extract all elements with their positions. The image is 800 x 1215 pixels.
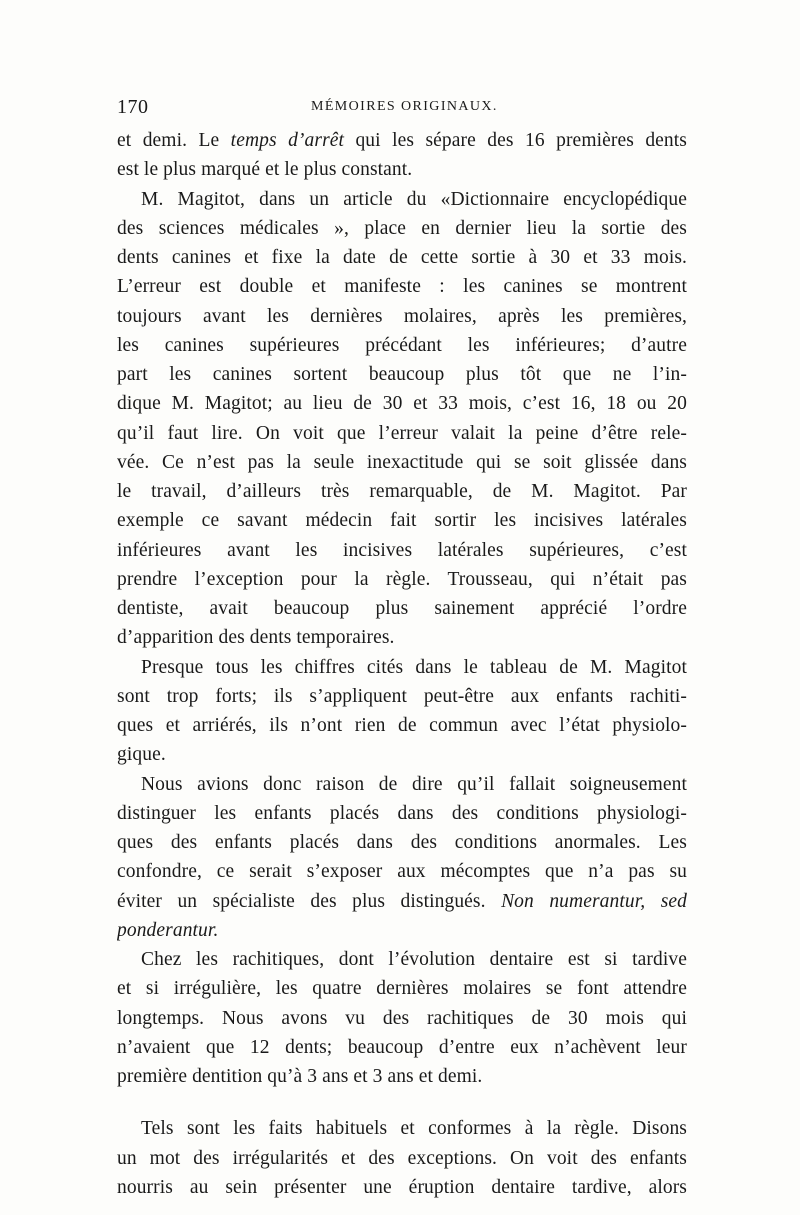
text-line: des sciences médicales », place en dernier lieu la sortie des	[117, 217, 687, 239]
latin-quote: Non numerantur, sed	[501, 890, 687, 912]
text-line: distinguer les enfants placés dans des conditions physiologi-	[117, 802, 687, 824]
text-line: dique M. Magitot; au lieu de 30 et 33 mois, c’est 16, 18 ou 20	[117, 393, 687, 415]
text-line: vée. Ce n’est pas la seule inexactitude qui se soit glissée dans	[117, 451, 687, 473]
page-header	[117, 94, 687, 120]
text-line: ques et arriérés, ils n’ont rien de commun avec l’état physiolo-	[117, 715, 687, 736]
text-line: et si irrégulière, les quatre dernières molaires se font attendre	[117, 978, 687, 1000]
italic-term: temps d’arrêt	[230, 130, 345, 151]
text-line	[117, 916, 687, 945]
text-line: confondre, ce serait s’exposer aux mécomptes que n’a pas su	[117, 861, 687, 883]
text-line	[117, 126, 687, 155]
page-number: 170	[117, 96, 149, 118]
text-line: première dentition qu’à 3 ans et 3 ans et demi.	[117, 1066, 483, 1087]
text-line: Chez les rachitiques, dont l’évolution dentaire est si tardive	[141, 949, 687, 970]
paragraph	[117, 945, 687, 1091]
paragraph	[117, 126, 687, 185]
text-line: Nous avions donc raison de dire qu’il fallait soigneusement	[141, 773, 687, 795]
text-line: Presque tous les chiffres cités dans le tableau de M. Magitot	[141, 656, 687, 678]
section-gap	[117, 1091, 687, 1114]
text-line: Tels sont les faits habituels et conformes à la règle. Disons	[141, 1118, 687, 1140]
text-line: d’apparition des dents temporaires.	[117, 627, 395, 649]
text-line: exemple ce savant médecin fait sortir les incisives latérales	[117, 510, 687, 532]
text-line: un mot des irrégularités et des exceptions. On voit des enfants	[117, 1147, 687, 1169]
latin-quote: ponderantur.	[117, 919, 219, 941]
text-line: inférieures avant les incisives latérales supérieures, c’est	[117, 539, 687, 561]
text-line: nourris au sein présenter une éruption dentaire tardive, alors	[117, 1176, 687, 1198]
text-line: part les canines sortent beaucoup plus tôt que ne l’in-	[117, 364, 687, 385]
text-line: qu’il faut lire. On voit que l’erreur valait la peine d’être rele-	[117, 422, 687, 444]
text-line: prendre l’exception pour la règle. Trousseau, qui n’était pas	[117, 568, 687, 590]
paragraph	[117, 185, 687, 653]
text-line: longtemps. Nous avons vu des rachitiques de 30 mois qui	[117, 1007, 687, 1029]
text-line: les canines supérieures précédant les inférieures; d’autre	[117, 334, 687, 356]
text-run: éviter un spécialiste des plus distingués.	[117, 890, 502, 912]
text-run: qui les sépare des 16 premières dents	[344, 130, 687, 151]
paragraph	[117, 1114, 687, 1202]
text-line: sont trop forts; ils s’appliquent peut-être aux enfants rachiti-	[117, 685, 687, 707]
text-line: ques des enfants placés dans des conditions anormales. Les	[117, 832, 687, 853]
running-title: MÉMOIRES ORIGINAUX.	[311, 99, 498, 114]
body-text	[117, 126, 687, 1202]
text-line: dents canines et fixe la date de cette sortie à 30 et 33 mois.	[117, 247, 687, 268]
text-line: L’erreur est double et manifeste : les canines se montrent	[117, 276, 687, 298]
text-line: n’avaient que 12 dents; beaucoup d’entre eux n’achèvent leur	[117, 1036, 687, 1058]
text-run: et demi. Le	[117, 130, 231, 151]
paragraph	[117, 653, 687, 770]
paragraph	[117, 770, 687, 946]
text-line: le travail, d’ailleurs très remarquable, de M. Magitot. Par	[117, 481, 687, 502]
text-line: toujours avant les dernières molaires, après les premières,	[117, 305, 687, 327]
text-line: est le plus marqué et le plus constant.	[117, 159, 413, 181]
text-line	[117, 887, 687, 916]
text-line: dentiste, avait beaucoup plus sainement apprécié l’ordre	[117, 598, 687, 619]
text-line: M. Magitot, dans un article du «Dictionnaire encyclopédique	[141, 188, 687, 210]
text-line: gique.	[117, 744, 166, 766]
